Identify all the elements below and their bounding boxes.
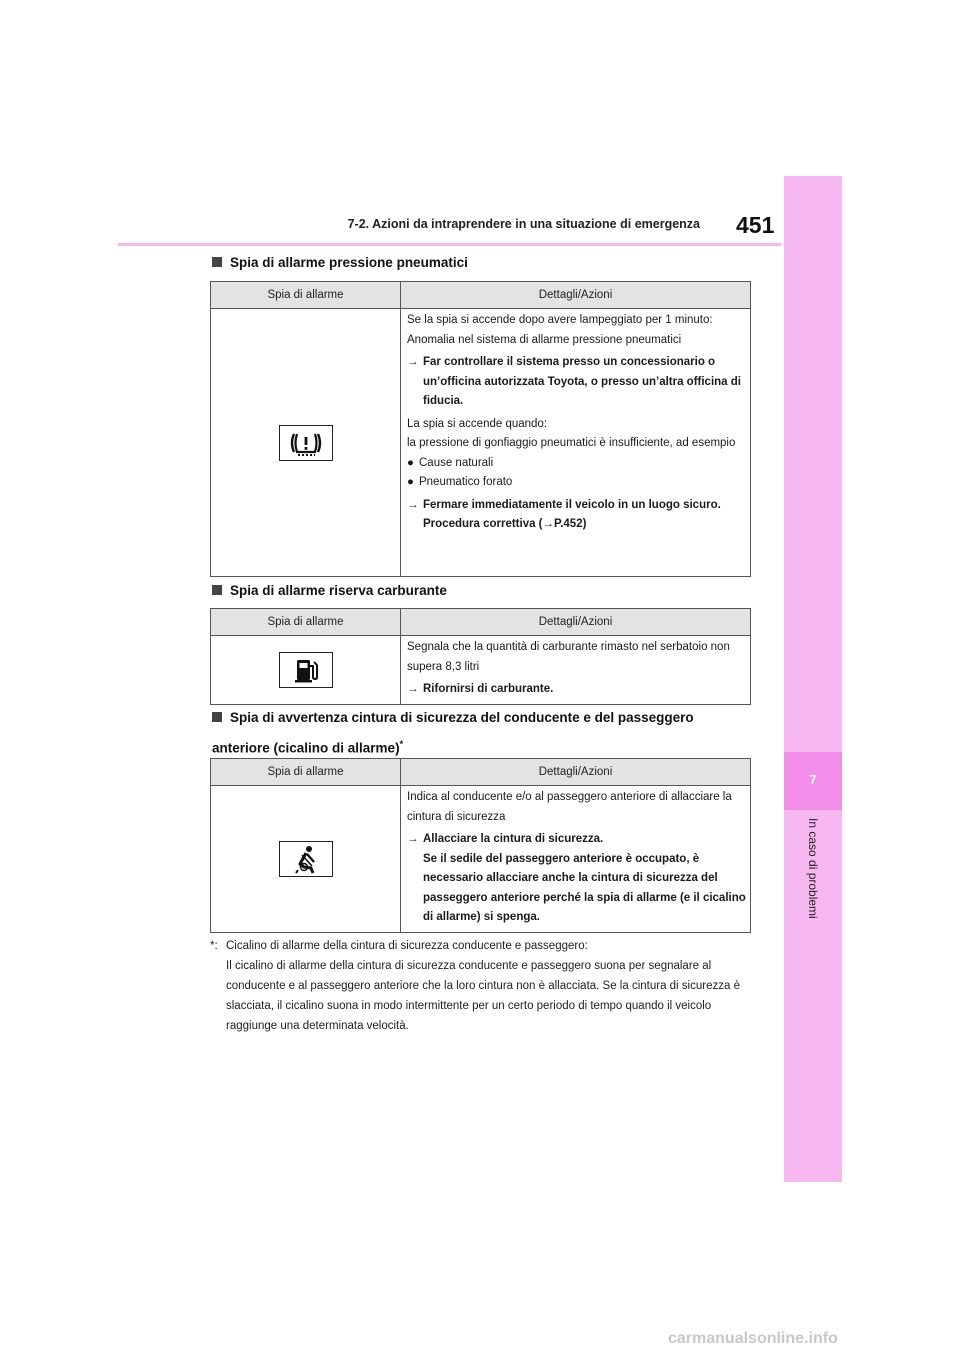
table-header-row bbox=[211, 609, 751, 636]
action-item: → Fermare immediatamente il veicolo in un luogo sicuro. Procedura correttiva (→P.452) bbox=[407, 496, 746, 535]
chapter-title: In caso di problemi bbox=[806, 818, 820, 919]
square-bullet-icon bbox=[212, 257, 222, 267]
list-item: ● Cause naturali bbox=[407, 454, 746, 474]
table-header-row bbox=[211, 759, 751, 786]
arrow-right-icon: → bbox=[407, 356, 419, 368]
bullet-dot-icon: ● bbox=[407, 456, 414, 469]
chapter-number: 7 bbox=[809, 772, 817, 787]
section-heading-tire-pressure: Spia di allarme pressione pneumatici bbox=[212, 251, 468, 275]
fuel-pump-icon bbox=[279, 652, 333, 688]
page-reference: Procedura correttiva (→P.452) bbox=[423, 518, 587, 530]
arrow-right-icon: → bbox=[407, 683, 419, 695]
page-number: 451 bbox=[736, 212, 775, 238]
section-heading-seatbelt: Spia di avvertenza cintura di sicurezza del conducente e del passeggero anteriore (cicalino di allarme)* bbox=[212, 710, 694, 756]
table-row bbox=[211, 786, 751, 933]
watermark: carmanualsonline.info bbox=[668, 1330, 838, 1347]
header-details: Dettagli/Azioni bbox=[401, 282, 751, 309]
action-item: → Far controllare il sistema presso un concessionario o un’officina autorizzata Toyota, o presso un’altra officina di fiducia. bbox=[407, 353, 746, 412]
header-details: Dettagli/Azioni bbox=[401, 759, 751, 786]
fuel-reserve-details: Segnala che la quantità di carburante rimasto nel serbatoio non supera 8,3 litri → Rifornirsi di carburante. bbox=[401, 636, 751, 705]
footnote-mark: *: bbox=[210, 940, 218, 952]
footnote: *: Cicalino di allarme della cintura di sicurezza conducente e passeggero: Il cicalino di allarme della cintura di sicurezza conducente e passeggero suona per segnalare al conducente e al passeggero anteriore che la loro cintura non è allacciata. Se la cintura di sicurezza è slacciata, il cicalino suona in modo intermittente per un certo periodo di tempo quando il veicolo raggiunge una determinata velocità. bbox=[210, 936, 750, 1036]
square-bullet-icon bbox=[212, 585, 222, 595]
arrow-right-icon: → bbox=[407, 833, 419, 845]
fuel-reserve-table bbox=[210, 608, 751, 705]
section-title: 7-2. Azioni da intraprendere in una situazione di emergenza bbox=[347, 217, 700, 231]
chapter-side-tab bbox=[784, 176, 842, 1182]
footnote-mark: * bbox=[399, 739, 404, 749]
tire-pressure-warning-icon bbox=[279, 425, 333, 461]
tire-pressure-details: Se la spia si accende dopo avere lampeggiato per 1 minuto: Anomalia nel sistema di allarme pressione pneumatici → Far controllare il sistema presso un concessionario o un’officina autorizzata Toyota, o presso un’altra officina di fiducia. La spia si accende quando: la pressione di gonfiaggio pneumatici è insufficiente, ad esempio ● Cause naturali ● Pneumatico forato → Fermare immediatamente il veicolo in un luogo sicuro. Procedura correttiva (→P.452) bbox=[401, 309, 751, 577]
action-item: → Allacciare la cintura di sicurezza. Se il sedile del passeggero anteriore è occupato, è necessario allacciare anche la cintura di sicurezza del passeggero anteriore perché la spia di allarme (e il cicalino di allarme) si spenga. bbox=[407, 830, 746, 928]
seatbelt-details: Indica al conducente e/o al passeggero anteriore di allacciare la cintura di sicurezza → Allacciare la cintura di sicurezza. Se il sedile del passeggero anteriore è occupato, è necessario allacciare anche la cintura di sicurezza del passeggero anteriore perché la spia di allarme (e il cicalino di allarme) si spenga. bbox=[401, 786, 751, 933]
header-details: Dettagli/Azioni bbox=[401, 609, 751, 636]
action-item: → Rifornirsi di carburante. bbox=[407, 680, 746, 700]
table-row bbox=[211, 309, 751, 577]
bullet-dot-icon: ● bbox=[407, 476, 414, 488]
section-heading-fuel-reserve: Spia di allarme riserva carburante bbox=[212, 579, 447, 603]
header-warning-light: Spia di allarme bbox=[211, 609, 401, 636]
header-divider bbox=[118, 243, 781, 246]
table-row bbox=[211, 636, 751, 705]
list-item: ● Pneumatico forato bbox=[407, 473, 746, 493]
seatbelt-reminder-icon bbox=[279, 841, 333, 877]
header-warning-light: Spia di allarme bbox=[211, 759, 401, 786]
seatbelt-table bbox=[210, 758, 751, 933]
arrow-right-icon: → bbox=[407, 498, 419, 511]
tire-pressure-table bbox=[210, 281, 751, 577]
header-warning-light: Spia di allarme bbox=[211, 282, 401, 309]
table-header-row bbox=[211, 282, 751, 309]
square-bullet-icon bbox=[212, 712, 222, 722]
